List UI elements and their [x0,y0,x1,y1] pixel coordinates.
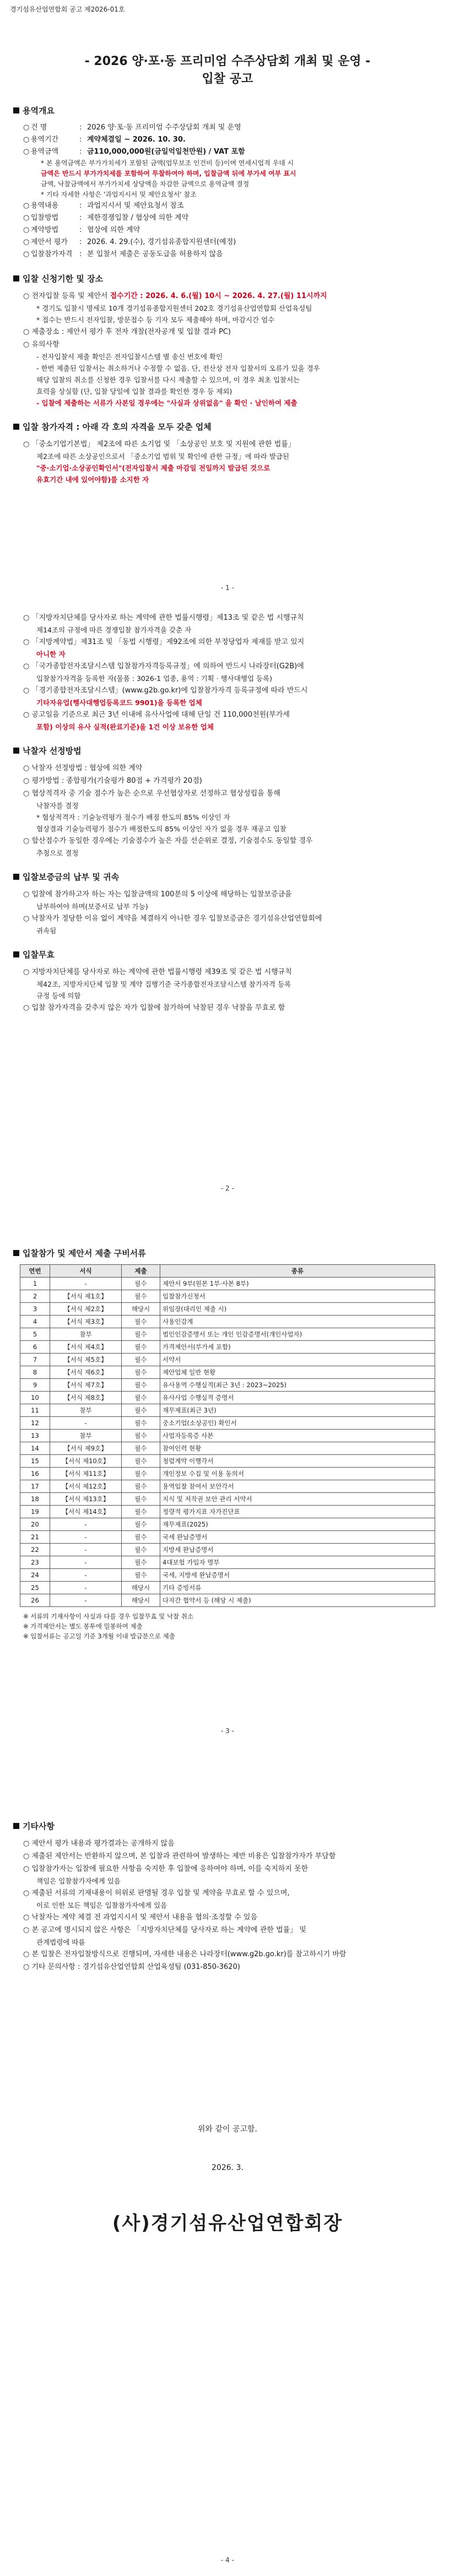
doc-submit-cell: 필수 [122,1278,160,1290]
table-row [20,1379,435,1392]
section-6-heading: 입찰무효 [13,949,443,960]
doc-type-cell: 재무제표(최근 3년) [160,1404,435,1417]
doc-no-cell: 17 [20,1480,50,1493]
section-1-heading: 용역개요 [13,105,443,116]
doc-form-cell: 【서식 제7호】 [50,1379,122,1392]
page-1: - 2026 양·포·동 프리미엄 수주상담회 개최 및 운영 - 입찰 공고 용역개요 ○ 건 명 : 2026 양·포·동 프리미엄 수주상담회 개최 및 운영 ○ 용역기간 : 계약체결일 ~ 2026. 10. 30. ○ 용역금액 : 금110,000,000원(금일억일천만원) / VAT 포함 * 본 용역금액은 부가가치세가 포함된 금액(업무보조 인건비 등)이며 연세시업적 우대 시 금액은 반드시 부가가치세를 포함하여 투찰하여야 하며, 입찰금액 뒤에 부가세 여부 표시 금액, 낙찰금액에서 부가가치세 상당액을 차감한 금액으로 용역금액 결정 * 기타 자세한 사항은 '과업지시서 및 제안요청서' 참조 ○ 용역내용 : 과업지시서 및 제안요청서 참조 ○ 입찰방법 : 제한경쟁입찰 / 협상에 의한 계약 ○ 계약방법 : 협상에 의한 계약 ○ 제안서 평가 : 2026. 4. 29.(수), 경기섬유종합지원센터(예정) ○ 입찰참가자격 : 본 입찰서 제출은 공동도급을 허용하지 않음 입찰 신청기한 및 장소 ○ 전자입찰 등록 및 제안서 접수기간 : 2026. 4. 6.(월) 10시 ~ 2026. 4. 27.(월) 11시까지 * 경기도 입찰시 명세로 10개 경기섬유종합지원센터 202호 경기섬유산업연합회 산업육성팀 * 접수는 반드시 전자입찰, 방문접수 등 기자 모두 제출해야 하며, 마감시간 엄수 ○ 제출장소 : 제안서 평가 후 전자 개찰(전자공개 및 입찰 결과 PC) ○ 유의사항 - 전자입찰서 제출 확인은 전자입찰시스템 별 송신 번호에 확인 - 한번 제출된 입찰서는 취소하거나 수정할 수 없음. 단, 전산상 전자 입찰서의 오류가 있을 경우 해당 입찰의 취소를 신청한 경우 입찰서를 다시 제출할 수 있으며, 이 경우 최초 입찰서는 효력을 상실함 (단, 입찰 당일에 입찰 결과를 확인한 경우 등 제외) - 입찰에 제출하는 서류가 사본일 경우에는 "사실과 상위없음" 을 확인 · 날인하여 제출 입찰 참가자격 : 아래 각 호의 자격을 모두 갖춘 업체 ○ 「중소기업기본법」 제2조에 따른 소기업 및 「소상공인 보호 및 지원에 관한 법률」 제2조에 따른 소상공인으로서 「중소기업 범위 및 확인에 관한 규정」에 따라 발급된 "중·소기업·소상공인확인서"(전자입찰서 제출 마감일 전일까지 발급된 것으로 유효기간 내에 있어야함)를 소지한 자 [12,53,443,485]
doc-type-cell: 다자간 협약서 등 (해당 시 제출) [160,1594,435,1607]
doc-form-cell: 【서식 제12호】 [50,1480,122,1493]
col-header-no: 연번 [20,1265,50,1278]
doc-no-cell: 22 [20,1544,50,1556]
doc-form-cell: 【서식 제10호】 [50,1455,122,1468]
table-row [20,1544,435,1556]
table-row [20,1328,435,1341]
doc-no-cell: 12 [20,1417,50,1430]
table-row [20,1316,435,1328]
doc-form-cell: 【서식 제5호】 [50,1354,122,1366]
doc-type-cell: 재무제표(2025) [160,1518,435,1531]
doc-form-cell: - [50,1582,122,1594]
doc-no-cell: 23 [20,1556,50,1569]
table-row [20,1341,435,1354]
doc-submit-cell: 필수 [122,1354,160,1366]
doc-form-cell: 【서식 제1호】 [50,1290,122,1303]
doc-form-cell: 【서식 제13호】 [50,1493,122,1506]
doc-submit-cell: 필수 [122,1316,160,1328]
doc-submit-cell: 필수 [122,1404,160,1417]
doc-no-cell: 15 [20,1455,50,1468]
doc-no-cell: 9 [20,1379,50,1392]
doc-no-cell: 25 [20,1582,50,1594]
doc-form-cell: - [50,1531,122,1544]
doc-submit-cell: 해당시 [122,1582,160,1594]
doc-no-cell: 18 [20,1493,50,1506]
doc-type-cell: 유사사업 수행실적 증명서 [160,1392,435,1404]
project-name: 2026 양·포·동 프리미엄 수주상담회 개최 및 운영 [87,123,241,132]
doc-no-cell: 14 [20,1442,50,1455]
table-row [20,1556,435,1569]
table-row [20,1290,435,1303]
doc-type-cell: 위임장(대리인 제출 시) [160,1303,435,1316]
doc-type-cell: 중소기업(소상공인) 확인서 [160,1417,435,1430]
title-line-2: 입찰 공고 [202,72,253,86]
doc-number: 경기섬유산업연합회 공고 제2026-01호 [10,6,125,13]
page-2: ○ 「지방자치단체를 당사자로 하는 계약에 관한 법률시행령」제13조 및 같은 법 시행규칙 제14조의 규정에 따른 경쟁입찰 참가자격을 갖춘 자 ○ 「지방계약법」제31조 및 「동법 시행령」제92조에 의한 부정당업자 제재를 받고 있지 아니한 자 ○ 「국가종합전자조달시스템 입찰참가자격등록규정」에 의하여 반드시 나라장터(G2B)에 입찰참가자격을 등록한 자(물품 : 3026-1 업종, 용역 : 기획 · 행사대행업 등록) ○ 「경기종합전자조달시스템」(www.g2b.go.kr)에 입찰참가자격 등록규정에 따라 반드시 기타자유업(행사대행업등록코드 9901)을 등록한 업체 ○ 공고일을 기준으로 최근 3년 이내에 유사사업에 대해 단일 건 110,000천원(부가세 포함) 이상의 유사 실적(완료기준)을 1건 이상 보유한 업체 낙찰자 선정방법 ○ 낙찰자 선정방법 : 협상에 의한 계약 ○ 평가방법 : 종합평가(기술평가 80점 + 가격평가 20점) ○ 협상적격자 중 기술 점수가 높은 순으로 우선협상자로 선정하고 협상성립을 통해 낙찰자를 결정 * 협상적격자 : 기술능력평가 점수가 배점 한도의 85% 이상인 자 협상결과 기술능력평가 점수가 배점한도의 85% 이상인 자가 없을 경우 재공고 입찰 ○ 합산점수가 동일한 경우에는 기술점수가 높은 자를 선순위로 결정, 기술점수도 동일할 경우 추첨으로 결정 입찰보증금의 납부 및 귀속 ○ 입찰에 참가하고자 하는 자는 입찰금액의 100분의 5 이상에 해당하는 입찰보증금을 납부하여야 하며(보증서로 납부 가능) ○ 낙찰자가 정당한 이유 없이 계약을 체결하지 아니한 경우 입찰보증금은 경기섬유산업연합회에 귀속됨 입찰무효 ○ 지방자치단체를 당사자로 하는 계약에 관한 법률시행령 제39조 및 같은 법 시행규칙 제42조, 지방자치단체 입찰 및 계약 집행기준 국가종합전자조달시스템 참가자격 등록 규정 등에 의함 ○ 입찰 참가자격을 갖추지 않은 자가 입찰에 참가하여 낙찰된 경우 낙찰을 무효로 함 [12,611,443,1014]
table-row [20,1430,435,1442]
doc-submit-cell: 필수 [122,1531,160,1544]
doc-submit-cell: 해당시 [122,1303,160,1316]
doc-form-cell: 【서식 제11호】 [50,1468,122,1480]
doc-form-cell: 【서식 제4호】 [50,1341,122,1354]
table-row [20,1366,435,1379]
doc-submit-cell: 필수 [122,1341,160,1354]
doc-type-cell: 참여인력 현황 [160,1442,435,1455]
doc-submit-cell: 필수 [122,1556,160,1569]
doc-no-cell: 11 [20,1404,50,1417]
doc-no-cell: 19 [20,1506,50,1518]
documents-table [20,1264,435,1607]
doc-submit-cell: 필수 [122,1518,160,1531]
announcement-date: 2026. 3. [212,2163,243,2172]
doc-form-cell: - [50,1518,122,1531]
doc-no-cell: 20 [20,1518,50,1531]
doc-submit-cell: 필수 [122,1366,160,1379]
doc-submit-cell: 필수 [122,1290,160,1303]
table-row [20,1594,435,1607]
table-row [20,1480,435,1493]
doc-form-cell: - [50,1544,122,1556]
doc-submit-cell: 필수 [122,1569,160,1582]
doc-type-cell: 정량적 평가지표 자가진단표 [160,1506,435,1518]
table-row [20,1354,435,1366]
closing-statement: 위와 같이 공고함. [197,2125,258,2134]
table-row [20,1417,435,1430]
service-period: 계약체결일 ~ 2026. 10. 30. [87,136,186,144]
doc-no-cell: 1 [20,1278,50,1290]
doc-no-cell: 8 [20,1366,50,1379]
doc-type-cell: 사용인감계 [160,1316,435,1328]
doc-type-cell: 4대보험 가입자 명부 [160,1556,435,1569]
table-row [20,1569,435,1582]
page-number-1: - 1 - [221,584,234,592]
doc-form-cell: - [50,1278,122,1290]
doc-no-cell: 13 [20,1430,50,1442]
doc-no-cell: 21 [20,1531,50,1544]
doc-type-cell: 유사용역 수행실적(최근 3년 : 2023~2025) [160,1379,435,1392]
doc-form-cell: 참부 [50,1328,122,1341]
doc-no-cell: 5 [20,1328,50,1341]
doc-form-cell: 【서식 제3호】 [50,1316,122,1328]
table-row [20,1455,435,1468]
doc-form-cell: - [50,1556,122,1569]
doc-submit-cell: 필수 [122,1430,160,1442]
doc-no-cell: 3 [20,1303,50,1316]
doc-form-cell: 【서식 제2호】 [50,1303,122,1316]
table-row [20,1518,435,1531]
doc-type-cell: 입찰참가신청서 [160,1290,435,1303]
doc-no-cell: 26 [20,1594,50,1607]
doc-submit-cell: 필수 [122,1544,160,1556]
doc-submit-cell: 필수 [122,1455,160,1468]
table-row [20,1404,435,1417]
doc-form-cell: 【서식 제9호】 [50,1442,122,1455]
doc-type-cell: 국세 완납증명서 [160,1531,435,1544]
table-row [20,1468,435,1480]
doc-form-cell: - [50,1594,122,1607]
page-number-3: - 3 - [221,1727,234,1735]
doc-submit-cell: 필수 [122,1328,160,1341]
doc-type-cell: 법인인감증명서 또는 개인 인감증명서(개인사업자) [160,1328,435,1341]
page-3: 입찰참가 및 제안서 제출 구비서류 연번 서식 제출 종류 1 - 필수 제안서 9부(원본 1부·사본 8부) 2 【서식 제1호】 필수 입찰참가신청서 3 【서식 제2호】 해당시 위임장(대리인 제출 시) 4 【서식 제3호】 필수 사용인감계 5 참부 필수 법인인감증명서 또는 개인 인감증명서(개인사업자) 6 【서식 제4호】 필수 가격제안서(부가세 포함) 7 【서식 제5호】 필수 서약서 8 【서식 제6호】 필수 제안업체 일반 현황 9 【서식 제7호】 필수 유사용역 수행실적(최근 3년 : 2023~2025) 10 【서식 제8호】 필수 유사사업 수행실적 증명서 11 참부 필수 재무제표(최근 3년) 12 - 필수 중소기업(소상공인) 확인서 13 참부 필수 사업자등록증 사본 14 【서식 제9호】 필수 참여인력 현황 15 【서식 제10호】 필수 청렴계약 이행각서 16 【서식 제11호】 필수 개인정보 수집 및 이용 동의서 17 【서식 제12호】 필수 용역입찰 참여서 보안각서 18 【서식 제13호】 필수 지식 및 저작권 보안 관리 서약서 19 【서식 제14호】 필수 정량적 평가지표 자가진단표 20 - 필수 재무제표(2025) 21 - 필수 국세 완납증명서 22 - 필수 지방세 완납증명서 23 - 필수 4대보험 가입자 명부 24 - 필수 국세, 지방세 완납증명서 25 - 해당시 기타 증빙서류 26 - 해당시 다자간 협약서 등 (해당 시 제출) ※ 서류의 기재사항이 사실과 다를 경우 입찰무효 및 낙찰 취소 ※ 가격제안서는 별도 봉투에 밀봉하여 제출 ※ 입찰서류는 공고일 기준 3개월 이내 발급분으로 제출 [12,1240,443,1641]
title-line-1: - 2026 양·포·동 프리미엄 수주상담회 개최 및 운영 - [84,55,371,68]
doc-form-cell: - [50,1569,122,1582]
col-header-form: 서식 [50,1265,122,1278]
doc-no-cell: 6 [20,1341,50,1354]
page-number-4: - 4 - [221,2556,234,2564]
doc-submit-cell: 필수 [122,1480,160,1493]
doc-no-cell: 7 [20,1354,50,1366]
doc-type-cell: 사업자등록증 사본 [160,1430,435,1442]
doc-submit-cell: 필수 [122,1379,160,1392]
doc-type-cell: 국세, 지방세 완납증명서 [160,1569,435,1582]
doc-no-cell: 16 [20,1468,50,1480]
doc-type-cell: 지방세 완납증명서 [160,1544,435,1556]
page-number-2: - 2 - [221,1184,234,1192]
section-3-heading: 입찰 참가자격 : 아래 각 호의 자격을 모두 갖춘 업체 [13,421,443,432]
doc-submit-cell: 해당시 [122,1594,160,1607]
doc-no-cell: 24 [20,1569,50,1582]
table-row [20,1442,435,1455]
doc-submit-cell: 필수 [122,1506,160,1518]
organization-name: (사)경기섬유산업연합회장 [112,2212,343,2234]
table-row [20,1531,435,1544]
doc-submit-cell: 필수 [122,1493,160,1506]
table-row [20,1303,435,1316]
section-5-heading: 입찰보증금의 납부 및 귀속 [13,871,443,883]
doc-type-cell: 개인정보 수집 및 이용 동의서 [160,1468,435,1480]
table-row [20,1582,435,1594]
doc-form-cell: - [50,1417,122,1430]
service-amount: 금110,000,000원(금일억일천만원) / VAT 포함 [87,148,245,156]
doc-submit-cell: 필수 [122,1442,160,1455]
section-etc-heading: 기타사항 [13,1820,443,1832]
table-row [20,1278,435,1290]
doc-submit-cell: 필수 [122,1392,160,1404]
doc-submit-cell: 필수 [122,1417,160,1430]
doc-no-cell: 2 [20,1290,50,1303]
doc-type-cell: 제안업체 일반 현황 [160,1366,435,1379]
doc-no-cell: 4 [20,1316,50,1328]
submission-deadline: 접수기간 : 2026. 4. 6.(월) 10시 ~ 2026. 4. 27.(월) 11시까지 [110,292,327,300]
doc-submit-cell: 필수 [122,1468,160,1480]
section-2-heading: 입찰 신청기한 및 장소 [13,273,443,284]
doc-no-cell: 10 [20,1392,50,1404]
page-title [12,53,443,88]
doc-type-cell: 가격제안서(부가세 포함) [160,1341,435,1354]
doc-type-cell: 기타 증빙서류 [160,1582,435,1594]
page-4: 기타사항 ○ 제안서 평가 내용과 평가결과는 공개하지 않음 ○ 제출된 제안서는 반환하지 않으며, 본 입찰과 관련하여 발생하는 제반 비용은 입찰참가자가 부담함 ○ 입찰참가자는 입찰에 필요한 사항을 숙지한 후 입찰에 응하여야 하며, 이를 숙지하지 못한 책임은 입찰참가자에게 있음 ○ 제출된 서류의 기재내용이 허위로 판명될 경우 입찰 및 계약을 무효로 할 수 있으며, 이로 인한 모든 책임은 입찰참가자에게 있음 ○ 낙찰자는 계약 체결 전 과업지시서 및 제안서 내용을 협의·조정할 수 있음 ○ 본 공고에 명시되지 않은 사항은 「지방자치단체를 당사자로 하는 계약에 관한 법률」 및 관계법령에 따름 ○ 본 입찰은 전자입찰방식으로 진행되며, 자세한 내용은 나라장터(www.g2b.go.kr)를 참고하시기 바람 ○ 기타 문의사항 : 경기섬유산업연합회 산업육성팀 (031-850-3620) 위와 같이 공고함. 2026. 3. (사)경기섬유산업연합회장 [12,1812,443,2235]
table-row [20,1506,435,1518]
doc-type-cell: 제안서 9부(원본 1부·사본 8부) [160,1278,435,1290]
doc-form-cell: 【서식 제6호】 [50,1366,122,1379]
section-4-heading: 낙찰자 선정방법 [13,745,443,756]
table-row [20,1392,435,1404]
doc-type-cell: 서약서 [160,1354,435,1366]
section-docs-heading: 입찰참가 및 제안서 제출 구비서류 [13,1247,443,1259]
doc-form-cell: 【서식 제14호】 [50,1506,122,1518]
col-header-submit: 제출 [122,1265,160,1278]
doc-type-cell: 청렴계약 이행각서 [160,1455,435,1468]
doc-type-cell: 지식 및 저작권 보안 관리 서약서 [160,1493,435,1506]
doc-form-cell: 참부 [50,1430,122,1442]
doc-form-cell: 참부 [50,1404,122,1417]
table-row [20,1493,435,1506]
doc-form-cell: 【서식 제8호】 [50,1392,122,1404]
doc-type-cell: 용역입찰 참여서 보안각서 [160,1480,435,1493]
col-header-type: 종류 [160,1265,435,1278]
